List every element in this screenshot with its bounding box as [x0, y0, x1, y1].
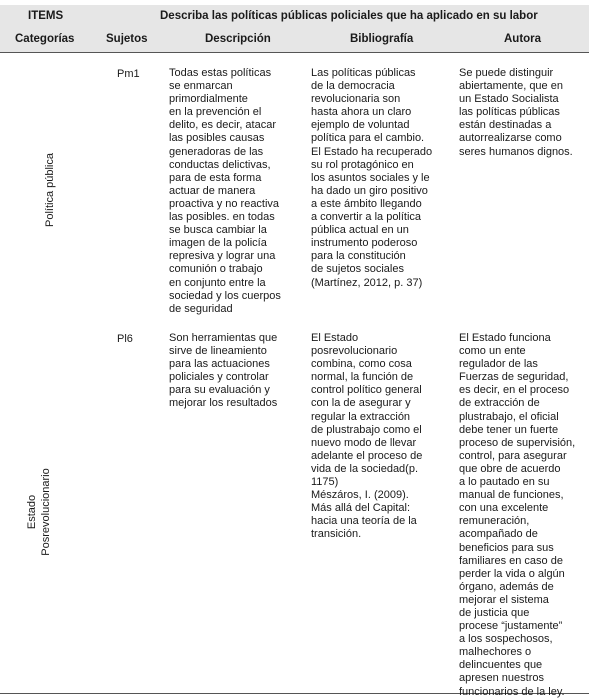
col-categorias: Categorías [15, 33, 75, 45]
row2-bibliografia: El Estado posrevolucionario combina, como cosa normal, la función de control político general con la de asegurar y regular la extracción de plustrabajo como el nuevo modo de llevar adelante el proceso de vida de la sociedad(p. 1175) Mészáros, I. (2009). Más allá del Capital: hacia una teoría de la transición. [311, 332, 423, 541]
row1-descripcion: Todas estas políticas se enmarcan primordialmente en la prevención el delito, es decir, atacar las posibles causas generadoras de las conductas delictivas, para de esta forma actuar de manera proactiva y no reactiva las posibles. en todas se busca cambiar la imagen de la policía represiva y lograr una comunión o trabajo en conjunto entre la sociedad y los cuerpos de seguridad [169, 67, 281, 315]
header-bottom-rule [0, 52, 589, 53]
header-row-columns [0, 27, 589, 52]
row2-descripcion: Son herramientas que sirve de lineamiento para las actuaciones policiales y controlar para su evaluación y mejorar los resultados [169, 332, 278, 410]
col-autora: Autora [504, 33, 542, 45]
row1-autora: Se puede distinguir abiertamente, que en un Estado Socialista las políticas públicas están destinadas a autorrealizarse como seres humanos dignos. [459, 67, 573, 158]
row2-autora: El Estado funciona como un ente regulador de las Fuerzas de seguridad, es decir, en el proceso de extracción de plustrabajo, el oficial debe tener un fuerte proceso de supervisión, control, para asegurar que obre de acuerdo a lo pautado en su manual de funciones, con una excelente remuneración, acompañado de beneficios para sus familiares en caso de perder la vida o algún órgano, además de mejorar el sistema de justicia que procese “justamente” a los sospechosos, malhechores o delincuentes que apresen nuestros funcionarios de la ley. [459, 332, 576, 698]
row2-subject: Pl6 [117, 333, 133, 345]
row1-bibliografia: Las políticas públicas de la democracia revolucionaria son hasta ahora un claro ejemplo de voluntad política para el cambio. El Estado ha recuperado su rol protagónico en los asuntos sociales y le ha dado un giro positivo a este ámbito llegando a convertir a la política pública actual en un instrumento poderoso para la constitución de sujetos sociales (Martínez, 2012, p. 37) [311, 67, 433, 289]
row1-subject: Pm1 [117, 68, 140, 80]
col-descripcion: Descripción [205, 33, 271, 45]
question-heading: Describa las políticas públicas policiales que ha aplicado en su labor [160, 10, 538, 22]
row2-category: Estado Posrevolucionario [26, 468, 52, 556]
row1-category: Política pública [44, 153, 56, 227]
col-bibliografia: Bibliografía [350, 33, 414, 45]
items-heading: ITEMS [28, 10, 64, 22]
col-sujetos: Sujetos [106, 33, 148, 45]
